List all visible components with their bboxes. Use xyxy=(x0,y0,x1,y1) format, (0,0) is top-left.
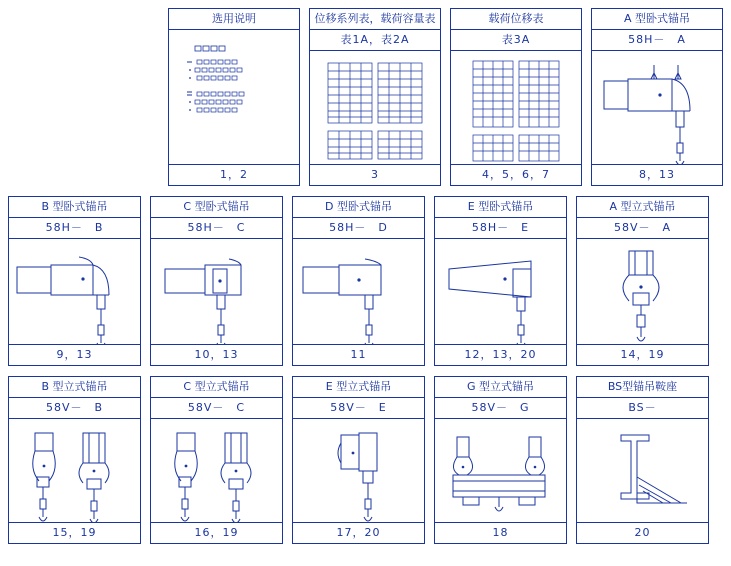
card-bs-saddle[interactable] xyxy=(576,376,709,544)
card-subtitle: 58V－ C xyxy=(151,398,282,419)
card-artwork-saddle xyxy=(577,419,708,522)
card-footer: 15，19 xyxy=(9,522,140,543)
card-title: A 型卧式锚吊 xyxy=(592,9,722,30)
card-displacement-tables[interactable] xyxy=(309,8,441,186)
card-row-3 xyxy=(0,366,731,544)
card-artwork-vertical-c xyxy=(151,419,282,522)
card-load-displacement-table[interactable] xyxy=(450,8,582,186)
card-footer: 1，2 xyxy=(169,164,299,185)
card-footer: 16，19 xyxy=(151,522,282,543)
card-selection-notes[interactable] xyxy=(168,8,300,186)
card-artwork-vertical-a xyxy=(577,239,708,344)
card-title: G 型立式锚吊 xyxy=(435,377,566,398)
card-footer: 11 xyxy=(293,344,424,365)
card-title: BS型锚吊鞍座 xyxy=(577,377,708,398)
card-artwork-vertical-e xyxy=(293,419,424,522)
card-title: A 型立式锚吊 xyxy=(577,197,708,218)
card-artwork-horizontal-d xyxy=(293,239,424,344)
card-title: E 型卧式锚吊 xyxy=(435,197,566,218)
card-subtitle: 58H－ E xyxy=(435,218,566,239)
row1-left-spacer xyxy=(8,8,159,186)
card-subtitle: 58H－ C xyxy=(151,218,282,239)
card-subtitle: 58V－ E xyxy=(293,398,424,419)
card-footer: 4，5，6，7 xyxy=(451,164,581,185)
card-title: 选用说明 xyxy=(169,9,299,30)
card-footer: 3 xyxy=(310,164,440,185)
card-title: C 型立式锚吊 xyxy=(151,377,282,398)
card-artwork-tables3 xyxy=(451,51,581,164)
card-title: D 型卧式锚吊 xyxy=(293,197,424,218)
card-footer: 10，13 xyxy=(151,344,282,365)
card-subtitle: BS－ xyxy=(577,398,708,419)
card-artwork-horizontal-c xyxy=(151,239,282,344)
card-footer: 18 xyxy=(435,522,566,543)
card-artwork-horizontal-a xyxy=(592,51,722,164)
card-footer: 12，13，20 xyxy=(435,344,566,365)
card-title: 载荷位移表 xyxy=(451,9,581,30)
card-artwork-horizontal-b xyxy=(9,239,140,344)
card-footer: 20 xyxy=(577,522,708,543)
card-b-horizontal[interactable] xyxy=(8,196,141,366)
card-artwork-vertical-g xyxy=(435,419,566,522)
card-subtitle: 58H－ B xyxy=(9,218,140,239)
card-subtitle: 58V－ B xyxy=(9,398,140,419)
card-subtitle: 58H－ A xyxy=(592,30,722,51)
card-title: B 型立式锚吊 xyxy=(9,377,140,398)
card-subtitle: 58V－ G xyxy=(435,398,566,419)
card-title: B 型卧式锚吊 xyxy=(9,197,140,218)
card-title: C 型卧式锚吊 xyxy=(151,197,282,218)
card-d-horizontal[interactable] xyxy=(292,196,425,366)
card-row-1 xyxy=(0,0,731,186)
card-artwork-vertical-b xyxy=(9,419,140,522)
card-artwork-horizontal-e xyxy=(435,239,566,344)
card-artwork-tables2 xyxy=(310,51,440,164)
card-footer: 8，13 xyxy=(592,164,722,185)
card-a-horizontal[interactable] xyxy=(591,8,723,186)
card-row-2 xyxy=(0,186,731,366)
card-subtitle: 58V－ A xyxy=(577,218,708,239)
card-b-vertical[interactable] xyxy=(8,376,141,544)
card-e-vertical[interactable] xyxy=(292,376,425,544)
card-c-horizontal[interactable] xyxy=(150,196,283,366)
card-subtitle: 表1A，表2A xyxy=(310,30,440,51)
card-footer: 14，19 xyxy=(577,344,708,365)
card-g-vertical[interactable] xyxy=(434,376,567,544)
card-subtitle: 表3A xyxy=(451,30,581,51)
card-title: 位移系列表，载荷容量表 xyxy=(310,9,440,30)
card-artwork-notes xyxy=(169,30,299,164)
card-footer: 9，13 xyxy=(9,344,140,365)
card-a-vertical[interactable] xyxy=(576,196,709,366)
card-e-horizontal[interactable] xyxy=(434,196,567,366)
card-title: E 型立式锚吊 xyxy=(293,377,424,398)
card-subtitle: 58H－ D xyxy=(293,218,424,239)
card-footer: 17，20 xyxy=(293,522,424,543)
card-c-vertical[interactable] xyxy=(150,376,283,544)
